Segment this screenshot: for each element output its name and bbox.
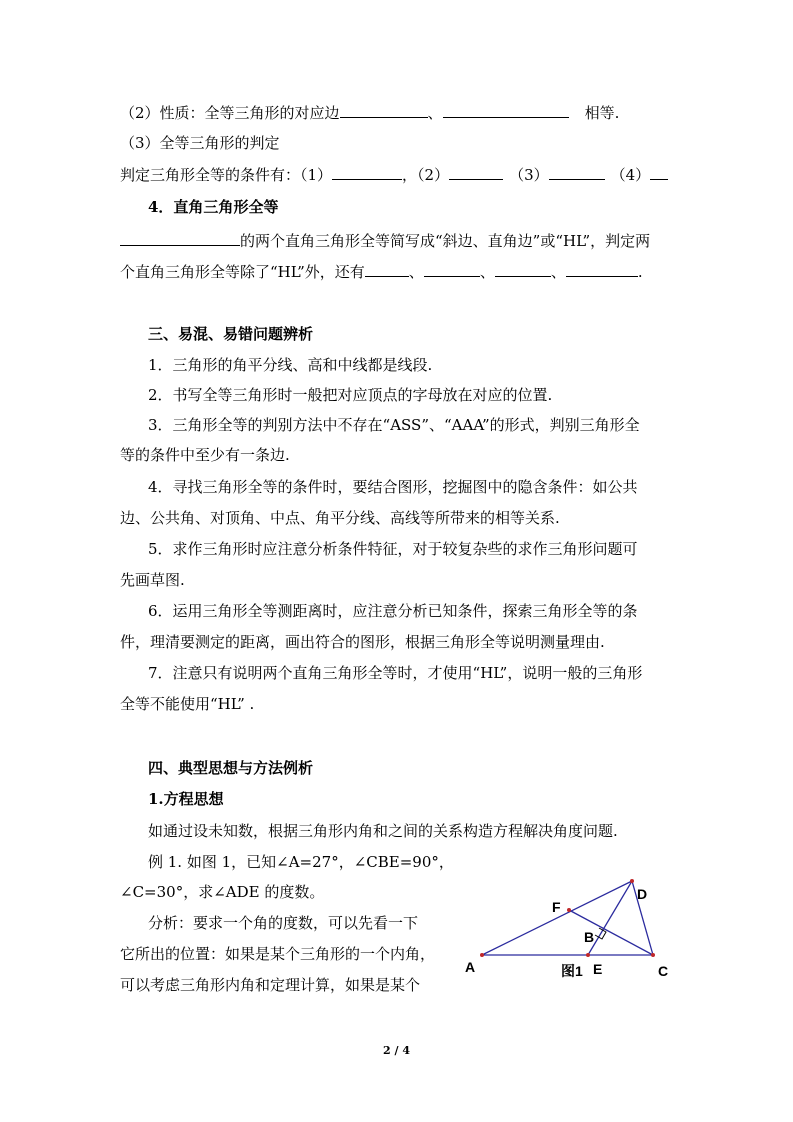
list-item: 5．求作三角形时应注意分析条件特征，对于较复杂些的求作三角形问题可	[148, 540, 638, 558]
point-f	[567, 908, 571, 912]
part-three-heading: 三、易混、易错问题辨析	[148, 325, 314, 343]
rt-line-1	[120, 229, 650, 252]
list-item-cont: 先画草图.	[120, 571, 185, 589]
cond-text-4: （4）	[610, 166, 651, 184]
list-item: 2．书写全等三角形时一般把对应顶点的字母放在对应的位置.	[148, 386, 553, 404]
triangle-figure	[460, 870, 700, 1000]
example-text: 例 1. 如图 1，已知∠A=27°，∠CBE=90°，	[148, 853, 454, 871]
blank-field[interactable]	[495, 260, 551, 277]
point-c	[651, 953, 655, 957]
conditions-line	[120, 163, 668, 186]
list-item: 4．寻找三角形全等的条件时，要结合图形，挖掘图中的隐含条件：如公共	[148, 478, 638, 496]
label-d: D	[637, 886, 648, 902]
list-item: 7．注意只有说明两个直角三角形全等时，才使用“HL”，说明一般的三角形	[148, 664, 643, 682]
list-item-cont: 等的条件中至少有一条边.	[120, 446, 290, 464]
rt-text-2: 个直角三角形全等除了“HL”外，还有	[120, 263, 365, 281]
page-number: 2 / 4	[383, 1044, 410, 1057]
cond-text-3: （3）	[509, 166, 549, 184]
judgement-title: （3）全等三角形的判定	[120, 134, 280, 152]
list-item: 1．三角形的角平分线、高和中线都是线段.	[148, 356, 433, 374]
figure-lines	[482, 881, 653, 955]
label-a: A	[465, 959, 476, 975]
separator: 、	[550, 263, 566, 281]
separator: 、	[427, 104, 443, 122]
cond-text-2: ，（2）	[402, 166, 450, 184]
list-item: 3．三角形全等的判别方法中不存在“ASS”、“AAA”的形式，判别三角形全	[148, 416, 640, 434]
blank-field[interactable]	[120, 229, 240, 246]
period: .	[637, 263, 643, 281]
point-a	[480, 953, 484, 957]
cond-text-1: 判定三角形全等的条件有：（1）	[120, 166, 333, 184]
blank-field[interactable]	[566, 260, 638, 277]
blank-field[interactable]	[449, 163, 503, 180]
rt-text-1: 的两个直角三角形全等简写成“斜边、直角边”或“HL”，判定两	[240, 232, 651, 250]
point-e	[586, 953, 590, 957]
figure-points	[480, 879, 655, 957]
example-text-cont: ∠C=30°，求∠ADE 的度数。	[120, 883, 325, 901]
label-f: F	[552, 899, 561, 915]
blank-field[interactable]	[549, 163, 605, 180]
property-line	[120, 101, 619, 124]
label-b: B	[584, 929, 595, 945]
property-text: （2）性质：全等三角形的对应边	[120, 104, 340, 122]
blank-field[interactable]	[340, 101, 428, 118]
section-heading-4: 4．直角三角形全等	[148, 198, 279, 216]
list-item-cont: 全等不能使用“HL” .	[120, 695, 255, 713]
part-four-heading: 四、典型思想与方法例析	[148, 759, 314, 777]
point-d	[630, 879, 634, 883]
label-c: C	[658, 963, 669, 979]
list-item: 6．运用三角形全等测距离时，应注意分析已知条件，探索三角形全等的条	[148, 602, 638, 620]
intro-text: 如通过设未知数，根据三角形内角和之间的关系构造方程解决角度问题.	[148, 822, 618, 840]
blank-field[interactable]	[424, 260, 480, 277]
rt-line-2	[120, 260, 643, 283]
separator: 、	[408, 263, 424, 281]
analysis-text-cont: 它所出的位置：如果是某个三角形的一个内角，	[120, 945, 436, 963]
analysis-text: 分析：要求一个角的度数，可以先看一下	[148, 914, 419, 932]
blank-field[interactable]	[443, 101, 569, 118]
figure-caption: 图1	[561, 963, 583, 979]
blank-field[interactable]	[365, 260, 409, 277]
list-item-cont: 件，理清要测定的距离，画出符合的图形，根据三角形全等说明测量理由.	[120, 633, 605, 651]
blank-field[interactable]	[650, 163, 668, 180]
label-e: E	[593, 961, 603, 977]
analysis-text-cont: 可以考虑三角形内角和定理计算，如果是某个	[120, 976, 421, 994]
property-end: 相等.	[584, 104, 620, 122]
list-item-cont: 边、公共角、对顶角、中点、角平分线、高线等所带来的相等关系.	[120, 509, 560, 527]
blank-field[interactable]	[332, 163, 402, 180]
separator: 、	[479, 263, 495, 281]
method-heading: 1.方程思想	[148, 790, 224, 808]
